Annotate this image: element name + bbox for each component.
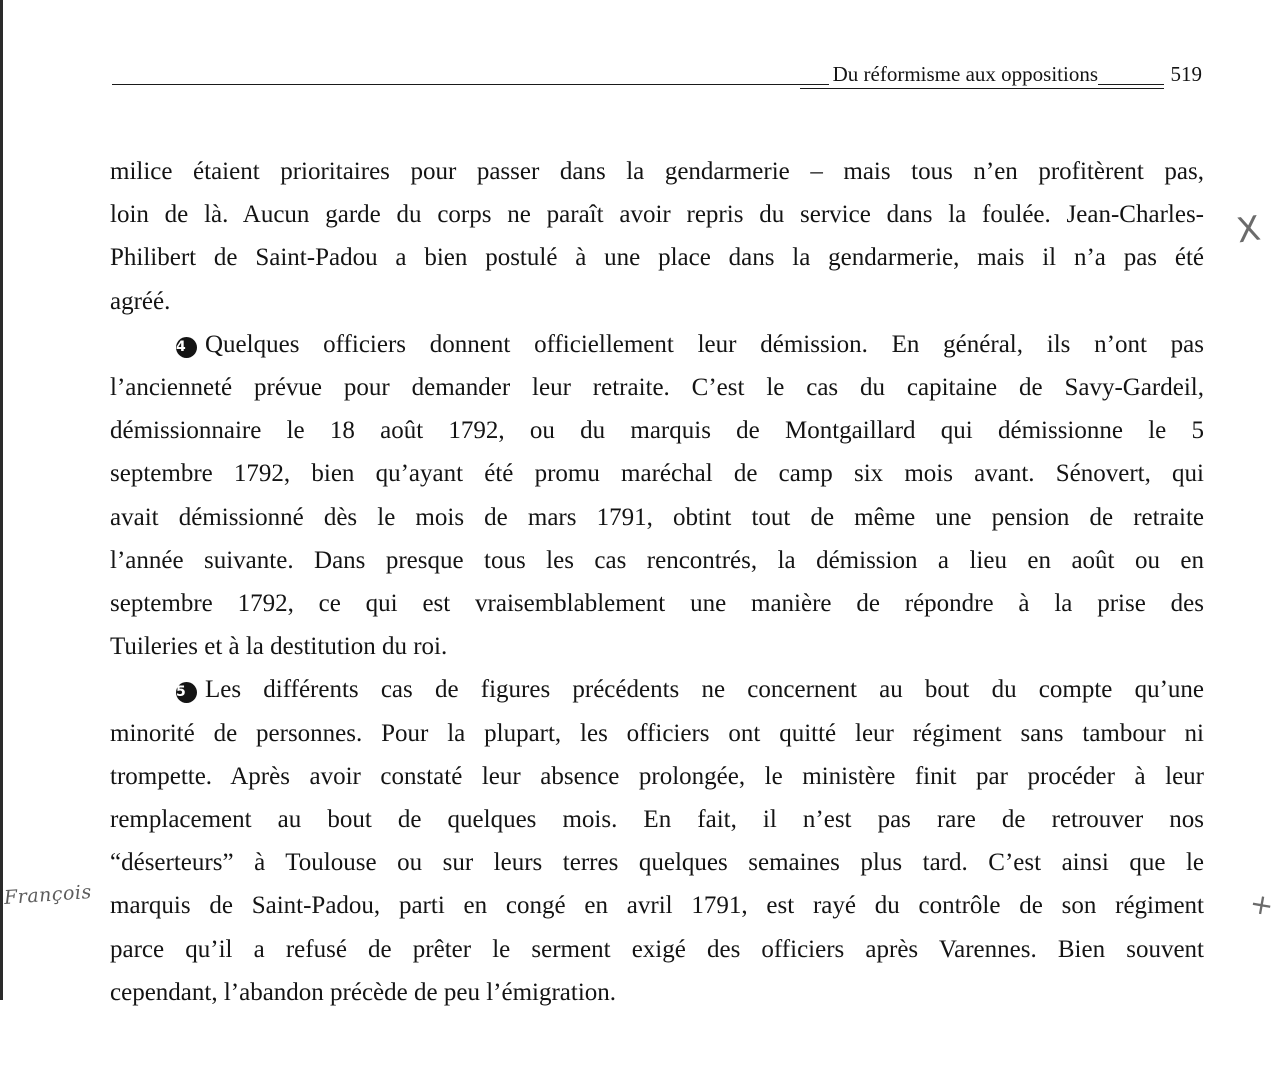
text-line: agréé. bbox=[110, 287, 171, 315]
text-line: septembre 1792, ce qui est vraisemblablement une manière de répondre à la prise des bbox=[110, 590, 1204, 618]
text-line: Tuileries et à la destitution du roi. bbox=[110, 633, 448, 661]
text-line: milice étaient prioritaires pour passer dans la gendarmerie – mais tous n’en profitèrent pas, bbox=[110, 158, 1204, 185]
text-line: marquis de Saint-Padou, parti en congé en avril 1791, est rayé du contrôle de son régiment bbox=[110, 892, 1204, 920]
text-line: démissionnaire le 18 août 1792, ou du marquis de Montgaillard qui démissionne le 5 bbox=[110, 417, 1204, 445]
text-line-with-marker bbox=[110, 668, 1204, 711]
text-line: Philibert de Saint-Padou a bien postulé à une place dans la gendarmerie, mais il n’a pas été bbox=[110, 244, 1204, 272]
handwritten-cross-mark-icon: + bbox=[1247, 886, 1277, 923]
circled-number-four-icon: 4 bbox=[176, 337, 197, 358]
text-line-content: Les différents cas de figures précédents ne concernent au bout du compte qu’une bbox=[205, 676, 1204, 704]
text-line: minorité de personnes. Pour la plupart, les officiers ont quitté leur régiment sans tambour ni bbox=[110, 719, 1204, 747]
text-line: “déserteurs” à Toulouse ou sur leurs terres quelques semaines plus tard. C’est ainsi que le bbox=[110, 849, 1204, 877]
text-line-with-marker bbox=[110, 323, 1204, 366]
paragraph-1 bbox=[110, 150, 1204, 323]
page-binding-edge bbox=[0, 0, 3, 1000]
paragraph-2 bbox=[110, 323, 1204, 669]
body-text bbox=[110, 150, 1204, 1014]
running-header-title: Du réformisme aux oppositions bbox=[829, 62, 1098, 87]
circled-number-five-icon: 5 bbox=[176, 682, 197, 703]
handwritten-x-mark-icon: X bbox=[1234, 208, 1263, 252]
text-line: trompette. Après avoir constaté leur absence prolongée, le ministère finit par procéder à leur bbox=[110, 762, 1204, 790]
handwritten-margin-note: François bbox=[3, 880, 93, 910]
text-line: remplacement au bout de quelques mois. En fait, il n’est pas rare de retrouver nos bbox=[110, 806, 1204, 834]
running-header bbox=[112, 62, 1204, 92]
text-line: l’ancienneté prévue pour demander leur retraite. C’est le cas du capitaine de Savy-Gardeil, bbox=[110, 374, 1204, 402]
page-number: 519 bbox=[1170, 62, 1202, 86]
text-line: cependant, l’abandon précède de peu l’émigration. bbox=[110, 978, 617, 1006]
text-line: l’année suivante. Dans presque tous les cas rencontrés, la démission a lieu en août ou en bbox=[110, 546, 1204, 574]
text-line: loin de là. Aucun garde du corps ne paraît avoir repris du service dans la foulée. Jean-Charles- bbox=[110, 201, 1204, 229]
header-title-underline bbox=[800, 88, 1164, 89]
text-line: parce qu’il a refusé de prêter le serment exigé des officiers après Varennes. Bien souvent bbox=[110, 935, 1204, 963]
text-line-content: Quelques officiers donnent officiellement leur démission. En général, ils n’ont pas bbox=[205, 330, 1204, 358]
paragraph-3 bbox=[110, 668, 1204, 1014]
text-line: avait démissionné dès le mois de mars 1791, obtint tout de même une pension de retraite bbox=[110, 503, 1204, 531]
text-line: septembre 1792, bien qu’ayant été promu maréchal de camp six mois avant. Sénovert, qui bbox=[110, 460, 1204, 488]
